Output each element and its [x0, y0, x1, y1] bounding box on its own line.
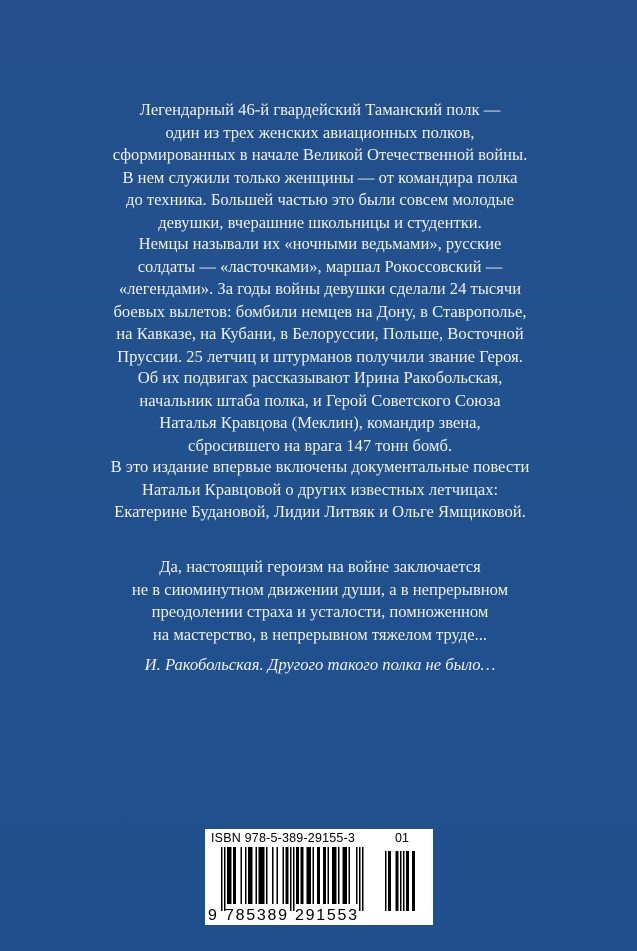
barcode-bar — [266, 847, 268, 904]
barcode-first-digit: 9 — [208, 907, 217, 924]
paragraph-line: сбросившего на врага 147 тонн бомб. — [187, 435, 453, 455]
barcode-addon-bar — [406, 851, 408, 911]
barcode-addon-bar — [388, 851, 390, 911]
annotation-paragraph-2 — [80, 233, 560, 368]
barcode-bar — [272, 847, 274, 904]
barcode-bar — [235, 847, 237, 904]
paragraph-line: на Кавказе, на Кубани, в Белоруссии, Польше, Восточной — [116, 324, 524, 343]
barcode-addon-bar — [385, 851, 387, 911]
barcode-bar — [356, 847, 358, 904]
paragraph-line: Натальи Кравцовой о других известных летчицах: — [141, 479, 499, 499]
barcode-bar — [346, 847, 348, 904]
paragraph-line: Немцы называли их «ночными ведьмами», русские — [138, 234, 502, 253]
barcode-bar — [250, 847, 252, 904]
paragraph-line: один из трех женских авиационных полков, — [165, 122, 475, 142]
barcode-bar — [323, 847, 325, 904]
paragraph-line: Наталья Кравцова (Меклин), командир звена, — [159, 413, 481, 432]
barcode-bar — [319, 847, 321, 904]
barcode-bar — [302, 847, 304, 904]
barcode-bar — [334, 847, 336, 904]
barcode-bar — [308, 847, 310, 904]
barcode-right-digits: 291553 — [295, 907, 357, 924]
barcode-bar — [230, 847, 232, 904]
paragraph-line: начальник штаба полка, и Герой Советского Союза — [139, 390, 501, 410]
barcode-bar — [332, 847, 334, 904]
paragraph-line: Екатерине Будановой, Лидии Литвяк и Ольге Ямщиковой. — [114, 502, 526, 521]
barcode-bar — [328, 847, 330, 904]
barcode-bar — [325, 847, 327, 904]
paragraph-line: В нем служили только женщины — от командира полка — [122, 167, 518, 187]
quote-line: на мастерство, в непрерывном тяжелом труде... — [152, 624, 488, 644]
barcode-bar — [307, 847, 309, 904]
paragraph-line: Легендарный 46-й гвардейский Таманский полк — — [139, 100, 501, 119]
barcode-bar — [338, 847, 340, 904]
barcode-bar — [296, 847, 298, 904]
barcode-addon-bar — [390, 851, 392, 911]
isbn-number: ISBN 978-5-389-29155-3 — [211, 831, 356, 845]
barcode-bar — [301, 847, 303, 904]
barcode-bar — [263, 847, 265, 904]
barcode-bar — [262, 847, 264, 904]
barcode-addon-bar — [414, 851, 416, 911]
barcode-bar — [313, 847, 315, 904]
paragraph-line: «легендами». За годы войны девушки сделали 24 тысячи — [118, 279, 522, 298]
barcode-bar — [335, 847, 337, 904]
paragraph-line: Пруссии. 25 летчиц и штурманов получили звание Героя. — [117, 346, 523, 366]
quote-source: И. Ракобольская. Другого такого полка не было… — [144, 655, 496, 674]
paragraph-line: девушки, вчерашние школьницы и студентки. — [158, 212, 482, 232]
annotation-paragraph-4 — [80, 456, 560, 524]
barcode-bar — [286, 847, 288, 904]
paragraph-line: сформированных в начале Великой Отечественной войны. — [112, 145, 528, 164]
barcode-bar — [259, 847, 261, 904]
paragraph-line: солдаты — «ласточками», маршал Рокоссовский — — [137, 256, 503, 276]
barcode-bar — [248, 847, 250, 904]
paragraph-line: Об их подвигах рассказывают Ирина Ракобольская, — [137, 368, 503, 387]
quote-line: не в сиюминутном движении души, а в непрерывном — [131, 579, 509, 599]
barcode-bar — [241, 847, 243, 904]
paragraph-line: боевых вылетов: бомбили немцев на Дону, в Ставрополье, — [113, 301, 527, 321]
barcode-bar — [287, 847, 289, 904]
barcode-bar — [229, 847, 231, 904]
barcode-bars — [205, 829, 433, 925]
barcode-bar — [359, 847, 361, 911]
barcode-bar — [221, 847, 223, 911]
barcode-bar — [245, 847, 247, 904]
barcode-bar — [344, 847, 346, 904]
annotation-paragraph-1 — [80, 99, 560, 234]
barcode-bar — [256, 847, 258, 904]
barcode-bar — [293, 847, 295, 911]
barcode-bar — [277, 847, 279, 904]
quote-line: Да, настоящий героизм на войне заключается — [159, 557, 481, 576]
barcode-bar — [260, 847, 262, 904]
quote-line: преодолении страха и усталости, помноженном — [151, 602, 489, 621]
barcode-left-digits: 785389 — [225, 907, 287, 924]
barcode-bar — [317, 847, 319, 904]
paragraph-line: В это издание впервые включены документальные повести — [110, 457, 530, 476]
barcode-bar — [290, 847, 292, 911]
barcode-bar — [224, 847, 226, 911]
barcode-addon-bar — [403, 851, 405, 911]
barcode-bar — [362, 847, 364, 911]
barcode-bar — [343, 847, 345, 904]
barcode-bar — [233, 847, 235, 904]
paragraph-line: до техника. Большей частью это были совсем молодые — [126, 190, 514, 209]
barcode-addon-bar — [412, 851, 414, 911]
barcode-addon-bar — [400, 851, 402, 911]
barcode-addon-bar — [397, 851, 399, 911]
isbn-barcode — [205, 829, 433, 925]
barcode-addon: 01 — [395, 831, 409, 845]
barcode-bar — [227, 847, 229, 904]
barcode-bar — [298, 847, 300, 904]
epigraph-quote — [80, 556, 560, 677]
barcode-bar — [349, 847, 351, 904]
barcode-bar — [251, 847, 253, 904]
barcode-bar — [310, 847, 312, 904]
barcode-addon-bar — [396, 851, 398, 911]
barcode-bar — [283, 847, 285, 904]
barcode-addon-bar — [408, 851, 410, 911]
annotation-paragraph-3 — [80, 367, 560, 457]
